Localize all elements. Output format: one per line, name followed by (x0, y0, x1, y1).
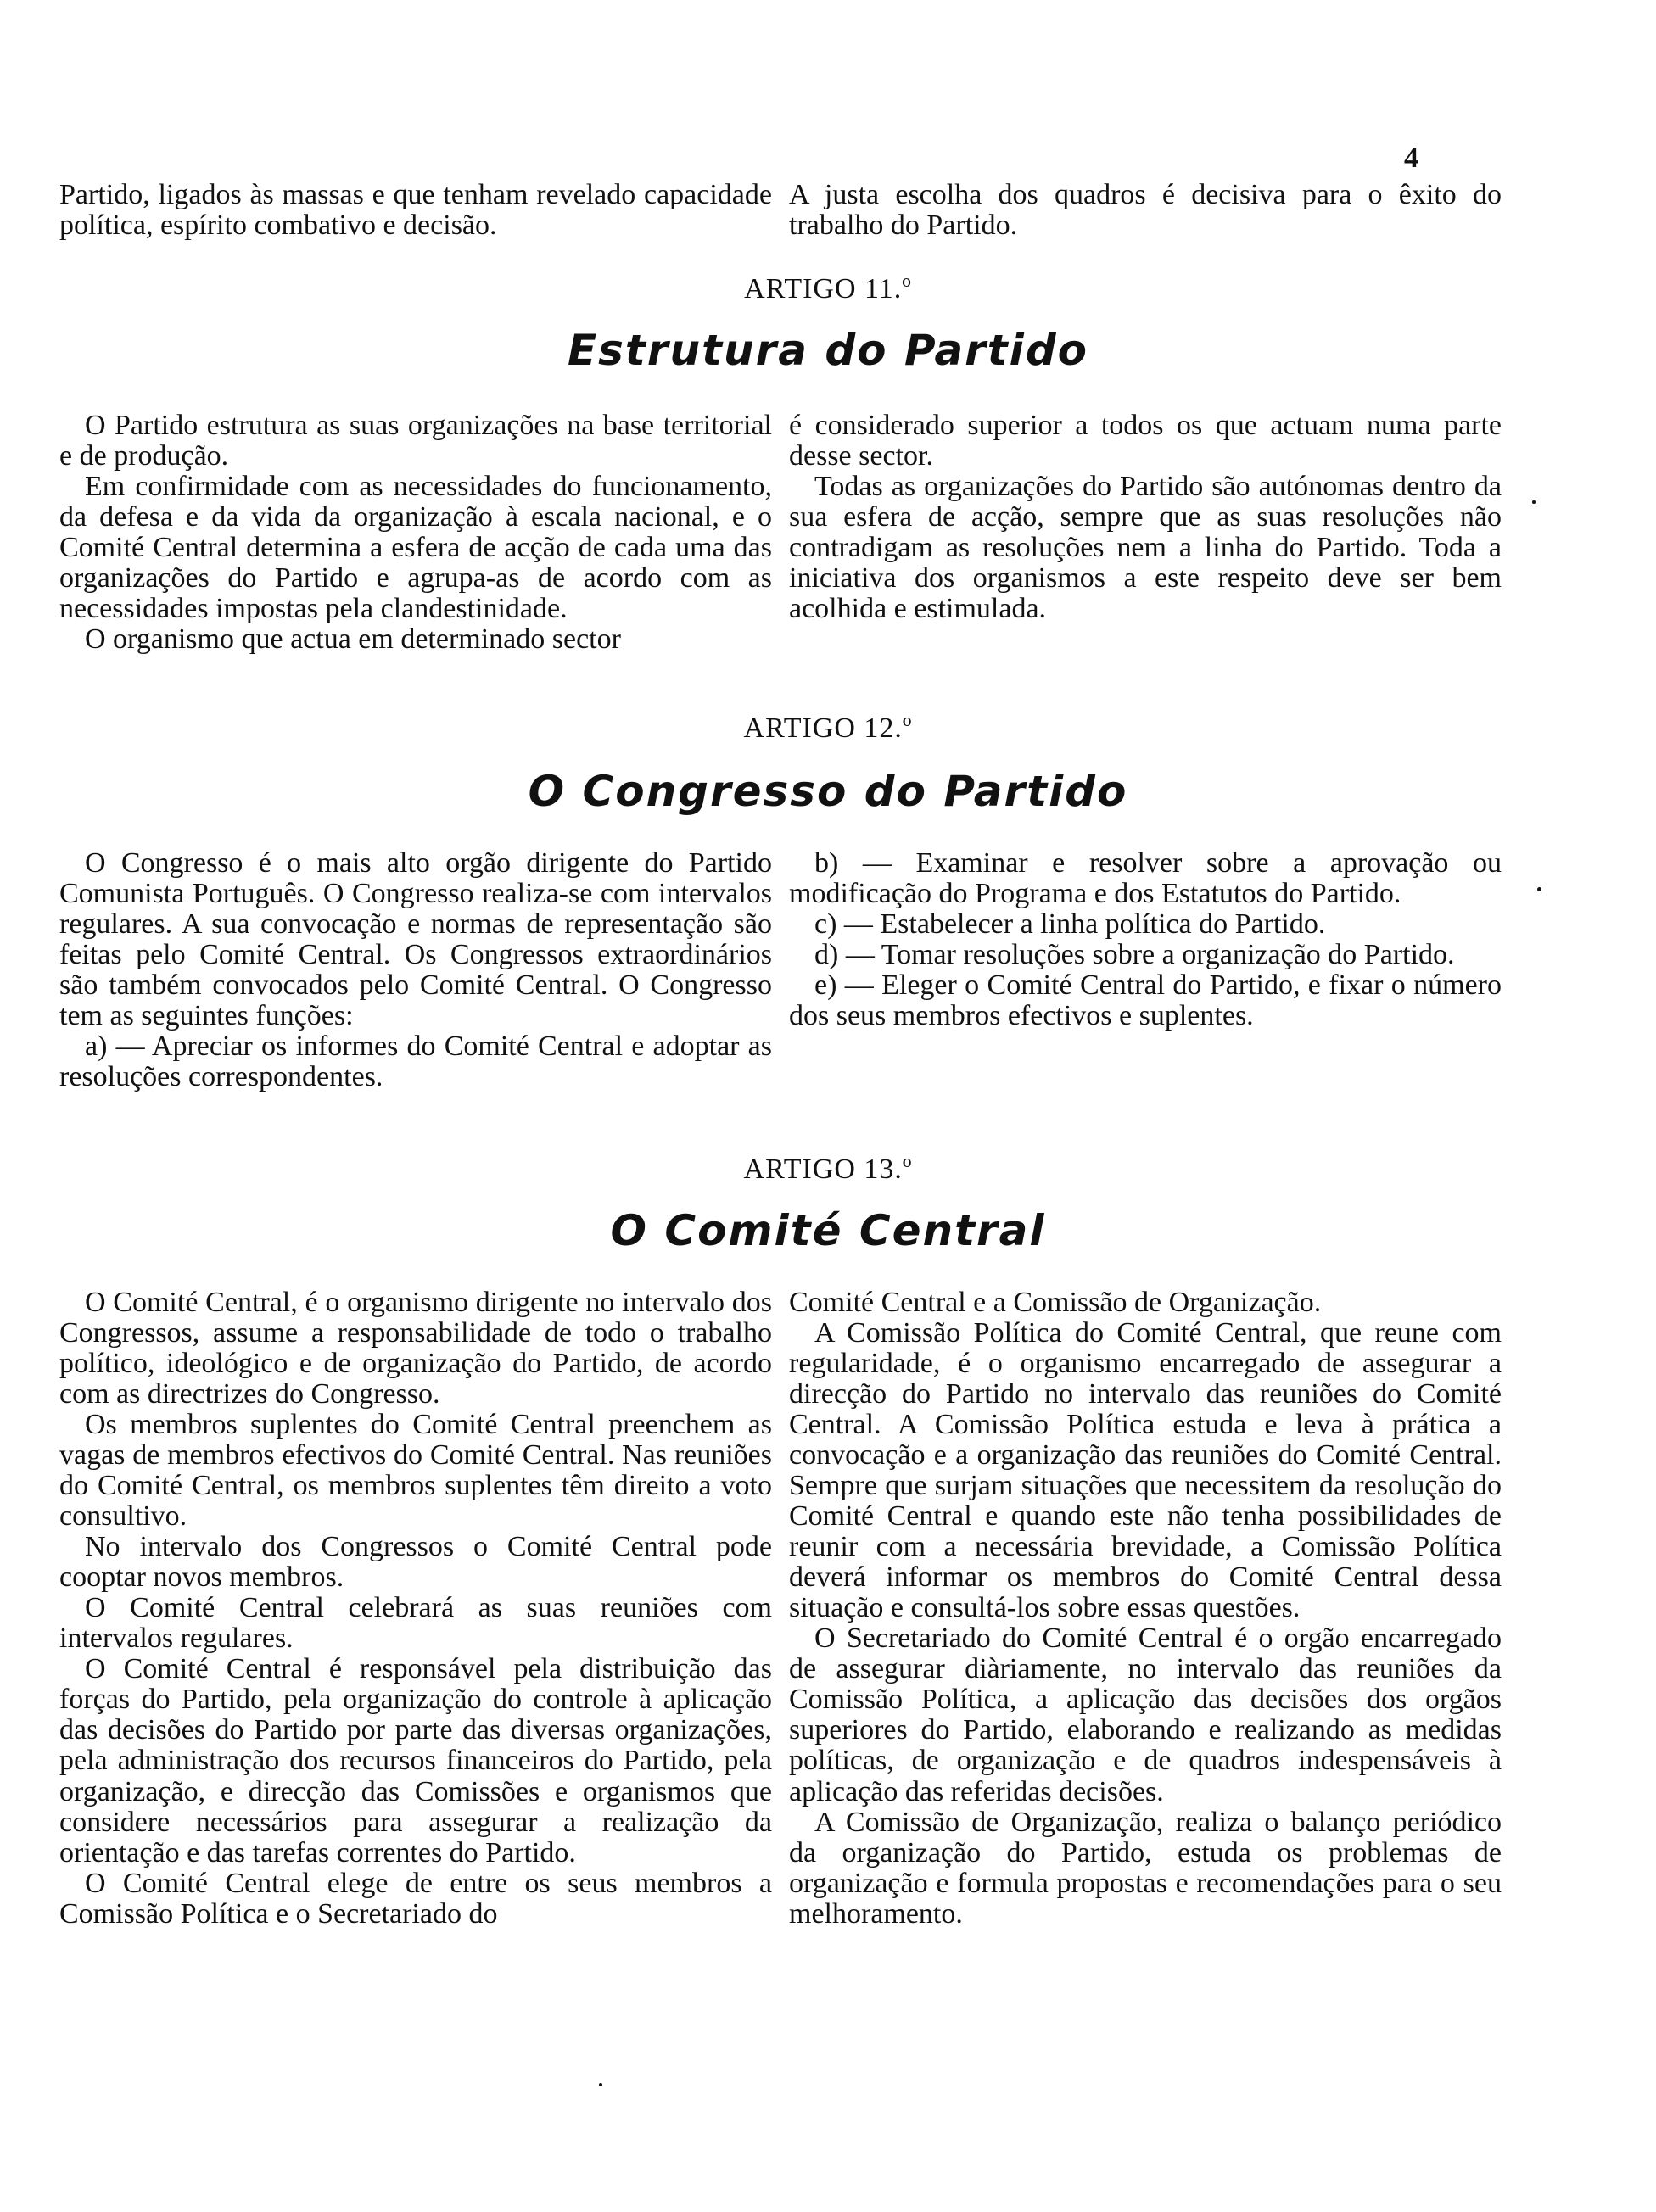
paragraph: Partido, ligados às massas e que tenham revelado capacidade política, espírito combativo e decisão. (59, 179, 772, 242)
article-11-right-column (789, 411, 1502, 655)
paragraph: O Comité Central, é o organismo dirigente no intervalo dos Congressos, assume a responsabilidade de todo o trabalho político, ideológico e de organização do Partido, de acordo com as directrizes do Congresso. (59, 1287, 772, 1410)
paragraph: A Comissão de Organização, realiza o balanço periódico da organização do Partido, estuda os problemas de organização e formula propostas e recomendações para o seu melhoramento. (789, 1806, 1502, 1930)
article-13-columns (59, 1288, 1502, 1930)
paragraph: é considerado superior a todos os que actuam numa parte desse sector. (789, 410, 1502, 472)
paragraph: Os membros suplentes do Comité Central preenchem as vagas de membros efectivos do Comité Central. Nas reuniões do Comité Central, os membros suplentes têm direito a voto consultivo. (59, 1409, 772, 1533)
paragraph: O Congresso é o mais alto orgão dirigente do Partido Comunista Português. O Congresso realiza-se com intervalos regulares. A sua convocação e normas de representação são feitas pelo Comité Central. Os Congressos extraordinários são também convocados pelo Comité Central. O Congresso tem as seguintes funções: (59, 847, 772, 1032)
article-12-right-column (789, 848, 1502, 1092)
article-12-title: O Congresso do Partido (528, 767, 1128, 816)
intro-columns (59, 180, 1502, 241)
paragraph: c) — Estabelecer a linha política do Partido. (814, 908, 1326, 941)
article-11-label: ARTIGO 11.º (744, 273, 912, 304)
article-13-label: ARTIGO 13.º (743, 1153, 913, 1185)
article-12-label: ARTIGO 12.º (743, 712, 913, 744)
article-13-title: O Comité Central (610, 1206, 1046, 1255)
scan-speck (1532, 500, 1536, 504)
paragraph: O Comité Central celebrará as suas reuniões com intervalos regulares. (59, 1592, 772, 1655)
article-11-title: Estrutura do Partido (568, 326, 1088, 375)
paragraph: O Comité Central elege de entre os seus membros a Comissão Política e o Secretariado do (59, 1867, 772, 1930)
article-13-right-column (789, 1288, 1502, 1930)
article-12-columns (59, 848, 1502, 1092)
paragraph: O Secretariado do Comité Central é o orgão encarregado de assegurar diàriamente, no intervalo das reuniões da Comissão Política, a aplicação das decisões dos orgãos superiores do Partido, elaborando e realizando as medidas políticas, de organização e de quadros indespensáveis à aplicação das referidas decisões. (789, 1623, 1502, 1807)
scan-speck (599, 2083, 602, 2086)
paragraph: A Comissão Política do Comité Central, que reune com regularidade, é o organismo encarregado de assegurar a direcção do Partido no intervalo das reuniões do Comité Central. A Comissão Política estuda e leva à prática a convocação e a organização das reuniões do Comité Central. Sempre que surjam situações que necessitem da resolução do Comité Central e quando este não tenha possibilidades de reunir com a necessária brevidade, a Comissão Política deverá informar os membros do Comité Central dessa situação e consultá-los sobre essas questões. (789, 1317, 1502, 1624)
paragraph: O Partido estrutura as suas organizações na base territorial e de produção. (59, 410, 772, 472)
paragraph: O Comité Central é responsável pela distribuição das forças do Partido, pela organização do controle à aplicação das decisões do Partido por parte das diversas organizações, pela administração dos recursos financeiros do Partido, pela organização, e direcção das Comissões e organismos que considere necessários para assegurar a realização da orientação e das tarefas correntes do Partido. (59, 1653, 772, 1868)
page-number: 4 (1404, 142, 1418, 174)
paragraph: a) — Apreciar os informes do Comité Central e adoptar as resoluções correspondentes. (59, 1031, 772, 1093)
intro-left-column (59, 180, 772, 241)
article-12-left-column (59, 848, 772, 1092)
scan-speck (1537, 887, 1541, 891)
paragraph: A justa escolha dos quadros é decisiva para o êxito do trabalho do Partido. (789, 179, 1502, 242)
article-11-columns (59, 411, 1502, 655)
intro-right-column (789, 180, 1502, 241)
paragraph: Em confirmidade com as necessidades do funcionamento, da defesa e da vida da organização à escala nacional, e o Comité Central determina a esfera de acção de cada uma das organizações do Partido e agrupa-as de acordo com as necessidades impostas pela clandestinidade. (59, 471, 772, 625)
paragraph: d) — Tomar resoluções sobre a organização do Partido. (814, 939, 1455, 971)
paragraph: Todas as organizações do Partido são autónomas dentro da sua esfera de acção, sempre que as suas resoluções não contradigam as resoluções nem a linha do Partido. Toda a iniciativa dos organismos a este respeito deve ser bem acolhida e estimulada. (789, 471, 1502, 625)
paragraph: Comité Central e a Comissão de Organização. (789, 1287, 1322, 1318)
paragraph: O organismo que actua em determinado sector (85, 623, 621, 656)
paragraph: e) — Eleger o Comité Central do Partido, e fixar o número dos seus membros efectivos e suplentes. (789, 969, 1502, 1032)
paragraph: b) — Examinar e resolver sobre a aprovação ou modificação do Programa e dos Estatutos do Partido. (789, 847, 1502, 910)
article-11-left-column (59, 411, 772, 655)
article-13-left-column (59, 1288, 772, 1930)
paragraph: No intervalo dos Congressos o Comité Central pode cooptar novos membros. (59, 1531, 772, 1594)
